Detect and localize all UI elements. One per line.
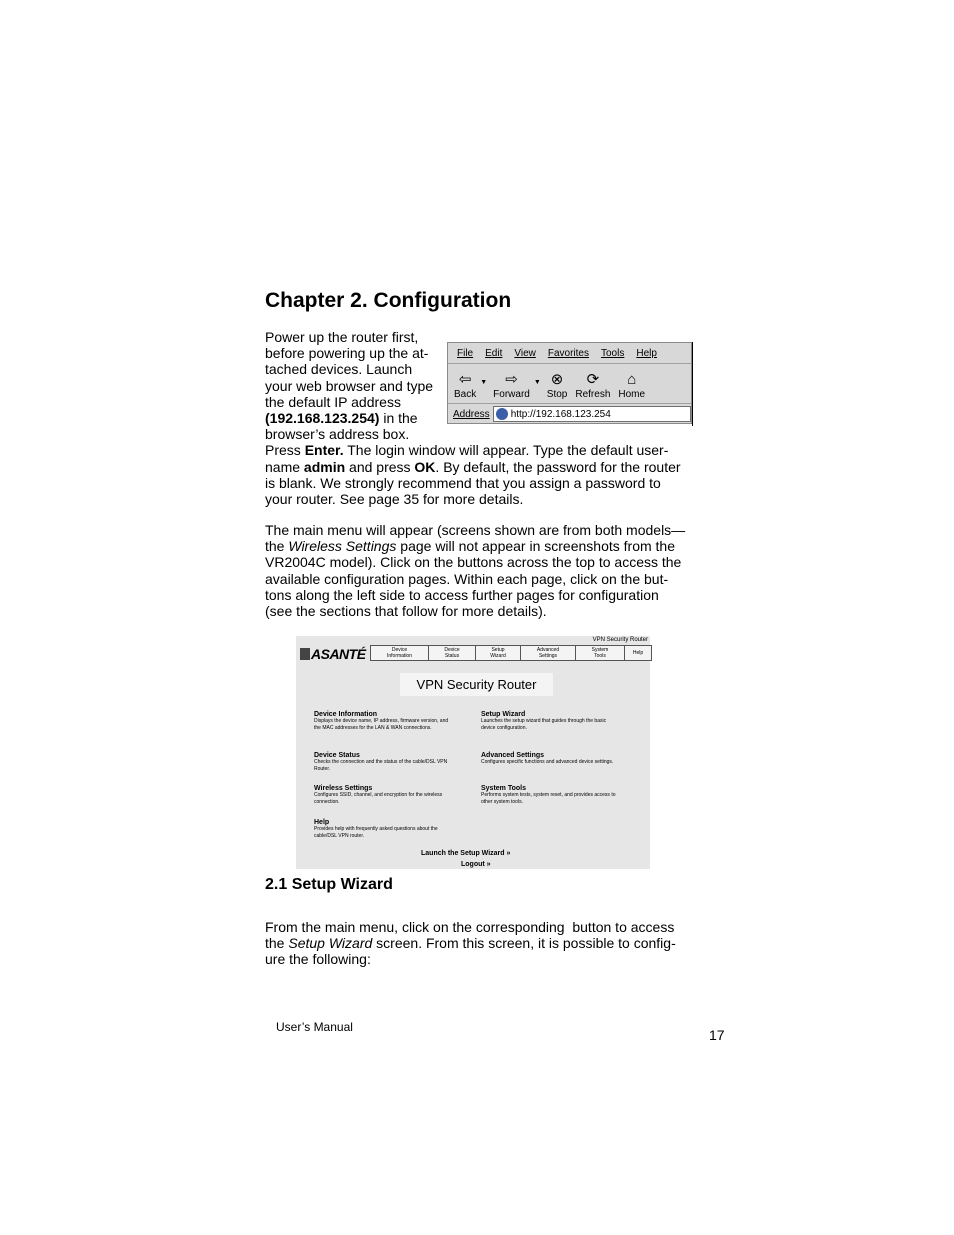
page-number: 17 <box>709 1027 725 1043</box>
menu-item-advanced-settings: Advanced Settings Configures specific functions and advanced device settings. <box>481 752 614 765</box>
menu-item-device-status: Device Status Checks the connection and the status of the cable/DSL VPN Router. <box>314 752 448 772</box>
refresh-icon: ⟳ <box>586 371 600 388</box>
intro-line: before powering up the at- <box>265 345 429 362</box>
intro-line: (192.168.123.254) in the <box>265 410 418 427</box>
tab-help: Help <box>624 645 652 661</box>
para-line: available configuration pages. Within each page, click on the but- <box>265 570 669 587</box>
divider <box>692 342 693 426</box>
para-line: tons along the left side to access further pages for configuration <box>265 586 659 603</box>
forward-arrow-icon: ⇨ <box>505 371 518 388</box>
forward-button: ⇨ Forward <box>493 371 530 400</box>
refresh-button: ⟳ Refresh <box>575 371 611 400</box>
para-line: the Setup Wizard screen. From this screen, it is possible to config- <box>265 935 676 952</box>
address-value: http://192.168.123.254 <box>510 408 611 420</box>
browser-screenshot <box>447 342 692 424</box>
setup-wizard-paragraph <box>265 919 676 968</box>
tab-setup-wizard: Setup Wizard <box>475 645 521 661</box>
logout-link: Logout » <box>461 861 491 868</box>
intro-line: the default IP address <box>265 393 401 410</box>
para-line: the Wireless Settings page will not appear in screenshots from the <box>265 538 675 555</box>
menu-item-setup-wizard: Setup Wizard Launches the setup wizard that guides through the basic device configuration. <box>481 711 607 731</box>
browser-menubar <box>448 343 691 364</box>
home-button: ⌂ Home <box>618 371 646 400</box>
back-arrow-icon: ⇦ <box>458 371 472 388</box>
intro-line: tached devices. Launch <box>265 361 413 378</box>
menu-item-device-information: Device Information Displays the device name, IP address, firmware version, and the MAC addresses for the LAN & WAN connections. <box>314 711 449 731</box>
tab-advanced-settings: Advanced Settings <box>520 645 576 661</box>
chapter-title: Chapter 2. Configuration <box>265 289 512 312</box>
menu-view: View <box>514 347 536 359</box>
launch-setup-wizard-link: Launch the Setup Wizard » <box>421 850 511 857</box>
asante-logo: ASANTÉ <box>300 646 366 662</box>
main-menu-paragraph <box>265 522 685 619</box>
section-title: 2.1 Setup Wizard <box>265 876 393 893</box>
tab-system-tools: System Tools <box>575 645 625 661</box>
stop-icon: ⊗ <box>550 371 564 388</box>
intro-line: browser’s address box. <box>265 426 410 443</box>
router-small-title: VPN Security Router <box>592 637 648 643</box>
tab-device-status: Device Status <box>428 645 476 661</box>
menu-tools: Tools <box>600 347 625 359</box>
intro-line: Press Enter. The login window will appear. Type the default user- <box>265 442 669 459</box>
address-bar <box>448 404 691 424</box>
menu-item-help: Help Provides help with frequently asked questions about the cable/DSL VPN router. <box>314 819 438 839</box>
home-icon: ⌂ <box>627 371 637 388</box>
asante-logo-mark-icon <box>300 648 310 660</box>
ie-page-icon <box>496 408 508 420</box>
intro-line: is blank. We strongly recommend that you assign a password to <box>265 474 661 491</box>
menu-edit: Edit <box>485 347 503 359</box>
dropdown-arrow-icon: ▼ <box>480 379 488 386</box>
menu-item-system-tools: System Tools Performs system tests, system reset, and provides access to other system tools. <box>481 785 616 805</box>
para-line: (see the sections that follow for more details). <box>265 603 547 620</box>
menu-file: File <box>457 347 474 359</box>
footer-manual-label: User’s Manual <box>276 1020 353 1034</box>
para-line: VR2004C model). Click on the buttons across the top to access the <box>265 554 682 571</box>
menu-item-wireless-settings: Wireless Settings Configures SSID, channel, and encryption for the wireless connection. <box>314 785 443 805</box>
ip-address: (192.168.123.254) <box>265 410 380 427</box>
menu-help: Help <box>636 347 657 359</box>
intro-line: Power up the router first, <box>265 329 419 345</box>
para-line: The main menu will appear (screens shown are from both models— <box>265 522 686 538</box>
para-line: ure the following: <box>265 951 371 968</box>
menu-favorites: Favorites <box>547 347 589 359</box>
intro-line: your web browser and type <box>265 377 434 394</box>
address-field <box>493 406 691 422</box>
back-button: ⇦ Back <box>454 371 477 400</box>
router-screenshot <box>296 636 650 869</box>
stop-button: ⊗ Stop <box>546 371 568 400</box>
intro-line: name admin and press OK. By default, the password for the router <box>265 458 681 475</box>
intro-line: your router. See page 35 for more details. <box>265 491 524 508</box>
dropdown-arrow-icon: ▼ <box>533 379 541 386</box>
browser-toolbar <box>448 364 691 404</box>
tab-device-information: Device Information <box>370 645 429 661</box>
router-banner: VPN Security Router <box>400 673 553 696</box>
address-label: Address <box>453 408 490 420</box>
para-line: From the main menu, click on the corresponding button to access <box>265 919 675 935</box>
router-tabs <box>371 645 652 661</box>
